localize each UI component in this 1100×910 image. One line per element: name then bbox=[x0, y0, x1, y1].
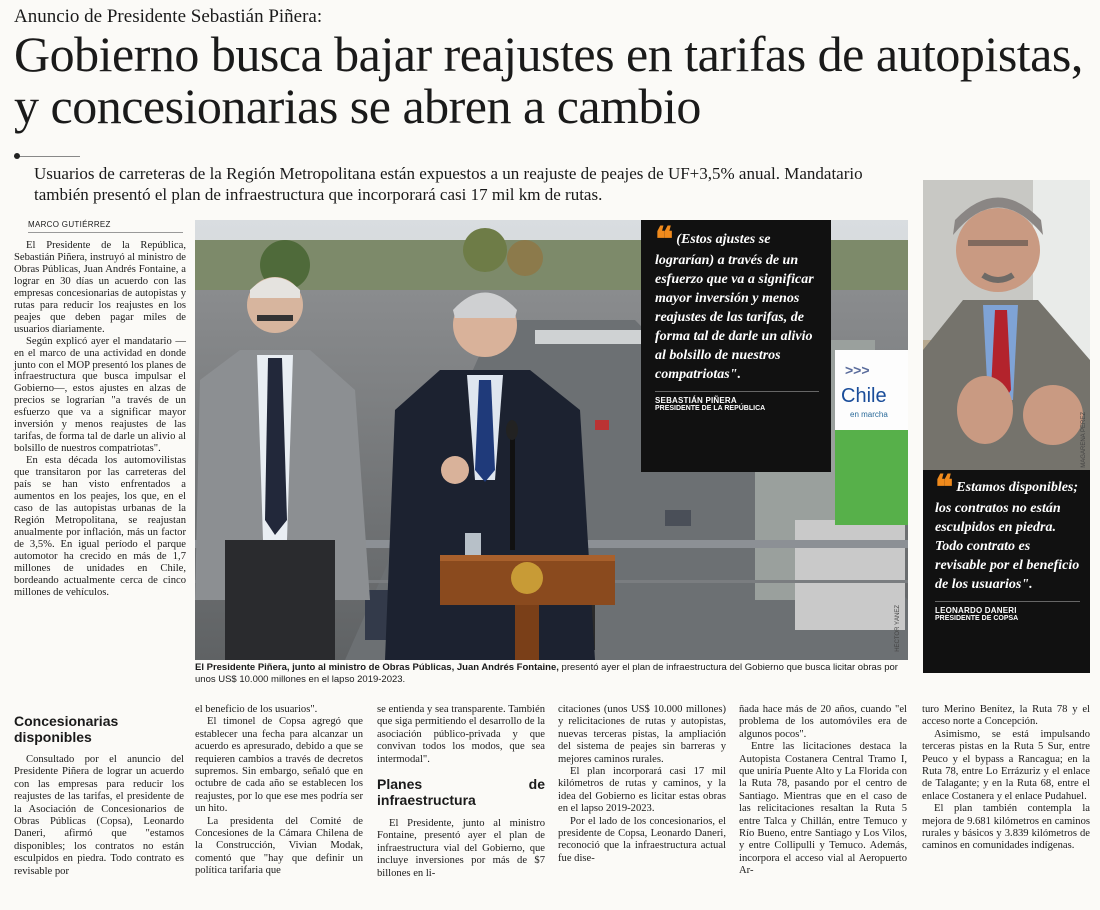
text-column-6 bbox=[922, 704, 1090, 853]
paragraph: Entre las licitaciones destaca la Autopista Costanera Central Tramo I, que uniría Puente Alto y La Florida con la Ruta 78, pasando por el centro de Santiago. Mientras que en el caso de las relicitaciones resaltan la Ruta 5 entre Talca y Chillán, entre Temuco y Río Bueno, entre Santiago y Los Vilos, y entre Collipulli y Temuco. Además, incorpora el acceso vial al Aeropuerto Ar- bbox=[739, 741, 907, 877]
lead-column bbox=[14, 240, 186, 599]
quote-text bbox=[655, 222, 819, 384]
byline: MARCO GUTIÉRREZ bbox=[28, 220, 111, 229]
chile-sign bbox=[835, 350, 908, 525]
text-column-1 bbox=[14, 754, 184, 878]
paragraph: En esta década los automovilistas que transitaron por las carreteras del país se han visto enfrentados a aumentos en los peajes, los que, en el caso de las autopistas urbanas de la Región Metropolitana, se reajustan anualmente por inflación, más un factor de 3,5%. En igual período el parque automotor ha crecido en más de 1,7 millones de unidades en Chile, bordeando actualmente cerca de cinco millones de vehículos. bbox=[14, 455, 186, 598]
paragraph: citaciones (unos US$ 10.000 millones) y relicitaciones de rutas y autopistas, nuevas terceras pistas, la ampliación del sistema de peajes sin barreras y mejores caminos rurales. bbox=[558, 704, 726, 765]
sign-subtext: en marcha bbox=[850, 410, 888, 419]
kicker: Anuncio de Presidente Sebastián Piñera: bbox=[14, 6, 323, 27]
quote-mark-icon: ❝ bbox=[655, 222, 674, 259]
quote-mark-icon: ❝ bbox=[935, 470, 954, 507]
headline: Gobierno busca bajar reajustes en tarifas de autopistas, y concesionarias se abren a cambio bbox=[14, 26, 1083, 134]
photo-credit: MAGARENA PÉREZ bbox=[1081, 412, 1087, 468]
svg-text:>>>: >>> bbox=[845, 362, 870, 378]
paragraph: el beneficio de los usuarios". bbox=[195, 704, 318, 715]
caption-text: presentó ayer el plan de infraestructura del Gobierno que busca licitar obras por unos US$ 10.000 millones en el lapso 2019-2023. bbox=[195, 662, 898, 685]
text-column-2 bbox=[195, 704, 363, 878]
paragraph: turo Merino Benítez, la Ruta 78 y el acceso norte a Concepción. bbox=[922, 704, 1090, 728]
paragraph: Por el lado de los concesionarios, el presidente de Copsa, Leonardo Daneri, reconoció que la infraestructura actual fue dise- bbox=[558, 815, 726, 864]
sign-text: Chile bbox=[841, 385, 887, 407]
text-column-5 bbox=[739, 704, 907, 878]
quote-author-name: SEBASTIÁN PIÑERA bbox=[655, 396, 737, 405]
caption-bold: El Presidente Piñera, junto al ministro de Obras Públicas, Juan Andrés Fontaine, bbox=[195, 662, 559, 673]
paragraph: El plan también contempla la mejora de 9.681 kilómetros en caminos rurales y básicos y 3.839 kilómetros de caminos en comunidades indígenas. bbox=[922, 803, 1090, 852]
quote-body: Estamos disponibles; los contratos no están esculpidos en piedra. Todo contrato es revisable por el beneficio de los usuarios". bbox=[935, 480, 1080, 592]
byline-divider bbox=[28, 232, 183, 233]
subhead-planes: Planes de infraestructura bbox=[377, 776, 545, 809]
paragraph: ñada hace más de 20 años, cuando "el problema de los automóviles era de algunos pocos". bbox=[739, 704, 907, 740]
side-photo bbox=[923, 180, 1090, 470]
divider bbox=[14, 156, 80, 157]
quote-divider bbox=[935, 601, 1080, 602]
paragraph: El timonel de Copsa agregó que establecer una fecha para alcanzar un acuerdo es apresurado, debido a que se requieren cambios a través de decretos supremos. Sin embargo, señaló que en octubre de cada año se establecen los reajustes, por lo que ese mes podría ser un hito. bbox=[195, 716, 363, 815]
paragraph: Según explicó ayer el mandatario —en el marco de una actividad en donde junto con el MOP presentó los planes de infraestructura que busca impulsar el Gobierno—, estos ajustes en alzas de precios se lograrían "a través de un esfuerzo que va a significar mayor inversión y menos reajustes de las tarifas, de forma tal de darle un alivio al bolsillo de nuestros compatriotas". bbox=[14, 335, 186, 455]
text-column-3 bbox=[377, 704, 545, 880]
deck: Usuarios de carreteras de la Región Metropolitana están expuestos a un reajuste de peajes de UF+3,5% anual. Mandatario también presentó el plan de infraestructura que incorporará casi 17 mil km de rutas. bbox=[34, 164, 863, 204]
paragraph: El plan incorporará casi 17 mil kilómetros de rutas y caminos, y la idea del Gobierno es licitar estas obras en el lapso 2019-2023. bbox=[558, 766, 726, 815]
bullet-dot bbox=[14, 153, 20, 159]
paragraph: se entienda y sea transparente. También que siga permitiendo el desarrollo de la asociación público-privada y que convivan todos los modos, que sea intermodal". bbox=[377, 704, 545, 765]
pull-quote-daneri bbox=[923, 470, 1090, 673]
quote-divider bbox=[655, 391, 819, 392]
quote-author-role: PRESIDENTE DE LA REPÚBLICA bbox=[655, 405, 766, 412]
paragraph: El Presidente de la República, Sebastián Piñera, instruyó al ministro de Obras Públicas, Juan Andrés Fontaine, a lograr en 30 días un acuerdo con las empresas concesionarias de autopistas y rutas para reducir los reajustes en los peajes que deben pagar miles de usuarios diariamente. bbox=[14, 240, 186, 335]
paragraph: Asimismo, se está impulsando terceras pistas en la Ruta 5 Sur, entre Peuco y el bypass a Rancagua; en la Ruta 78, entre Lo Errázuriz y el enlace de Talagante; y en la Ruta 68, entre el enlace Costanera y el enlace Pudahuel. bbox=[922, 728, 1090, 802]
photo-caption bbox=[195, 662, 908, 686]
paragraph: Consultado por el anuncio del Presidente Piñera de lograr un acuerdo con las empresas para reducir los reajustes de las tarifas, el presidente de la Asociación de Concesionarios de Obras Públicas (Copsa), Leonardo Daneri, afirmó que "estamos disponibles; los contratos no están esculpidos en piedra. Todo contrato es revisable por bbox=[14, 754, 184, 877]
paragraph: El Presidente, junto al ministro Fontaine, presentó ayer el plan de infraestructura vial del Gobierno, que incluye inversiones por más de $7 billones en li- bbox=[377, 818, 545, 879]
quote-author-name: LEONARDO DANERI bbox=[935, 606, 1017, 615]
photo-credit: HÉCTOR YÁÑEZ bbox=[895, 605, 901, 652]
pull-quote-pinera bbox=[641, 220, 831, 472]
side-photo-illustration bbox=[923, 180, 1090, 470]
quote-body: (Estos ajustes se lograrían) a través de un esfuerzo que va a significar mayor inversión y menos reajustes de las tarifas, de forma tal de darle un alivio al bolsillo de nuestros compatriotas". bbox=[655, 232, 814, 382]
text-column-4 bbox=[558, 704, 726, 865]
subhead-concesionarias: Concesionarias disponibles bbox=[14, 713, 119, 745]
paragraph: La presidenta del Comité de Concesiones de la Cámara Chilena de la Construcción, Vivian Modak, comentó que "hay que definir un política tarifaria que bbox=[195, 815, 363, 877]
quote-text bbox=[935, 470, 1080, 594]
quote-author-role: PRESIDENTE DE COPSA bbox=[935, 615, 1019, 622]
